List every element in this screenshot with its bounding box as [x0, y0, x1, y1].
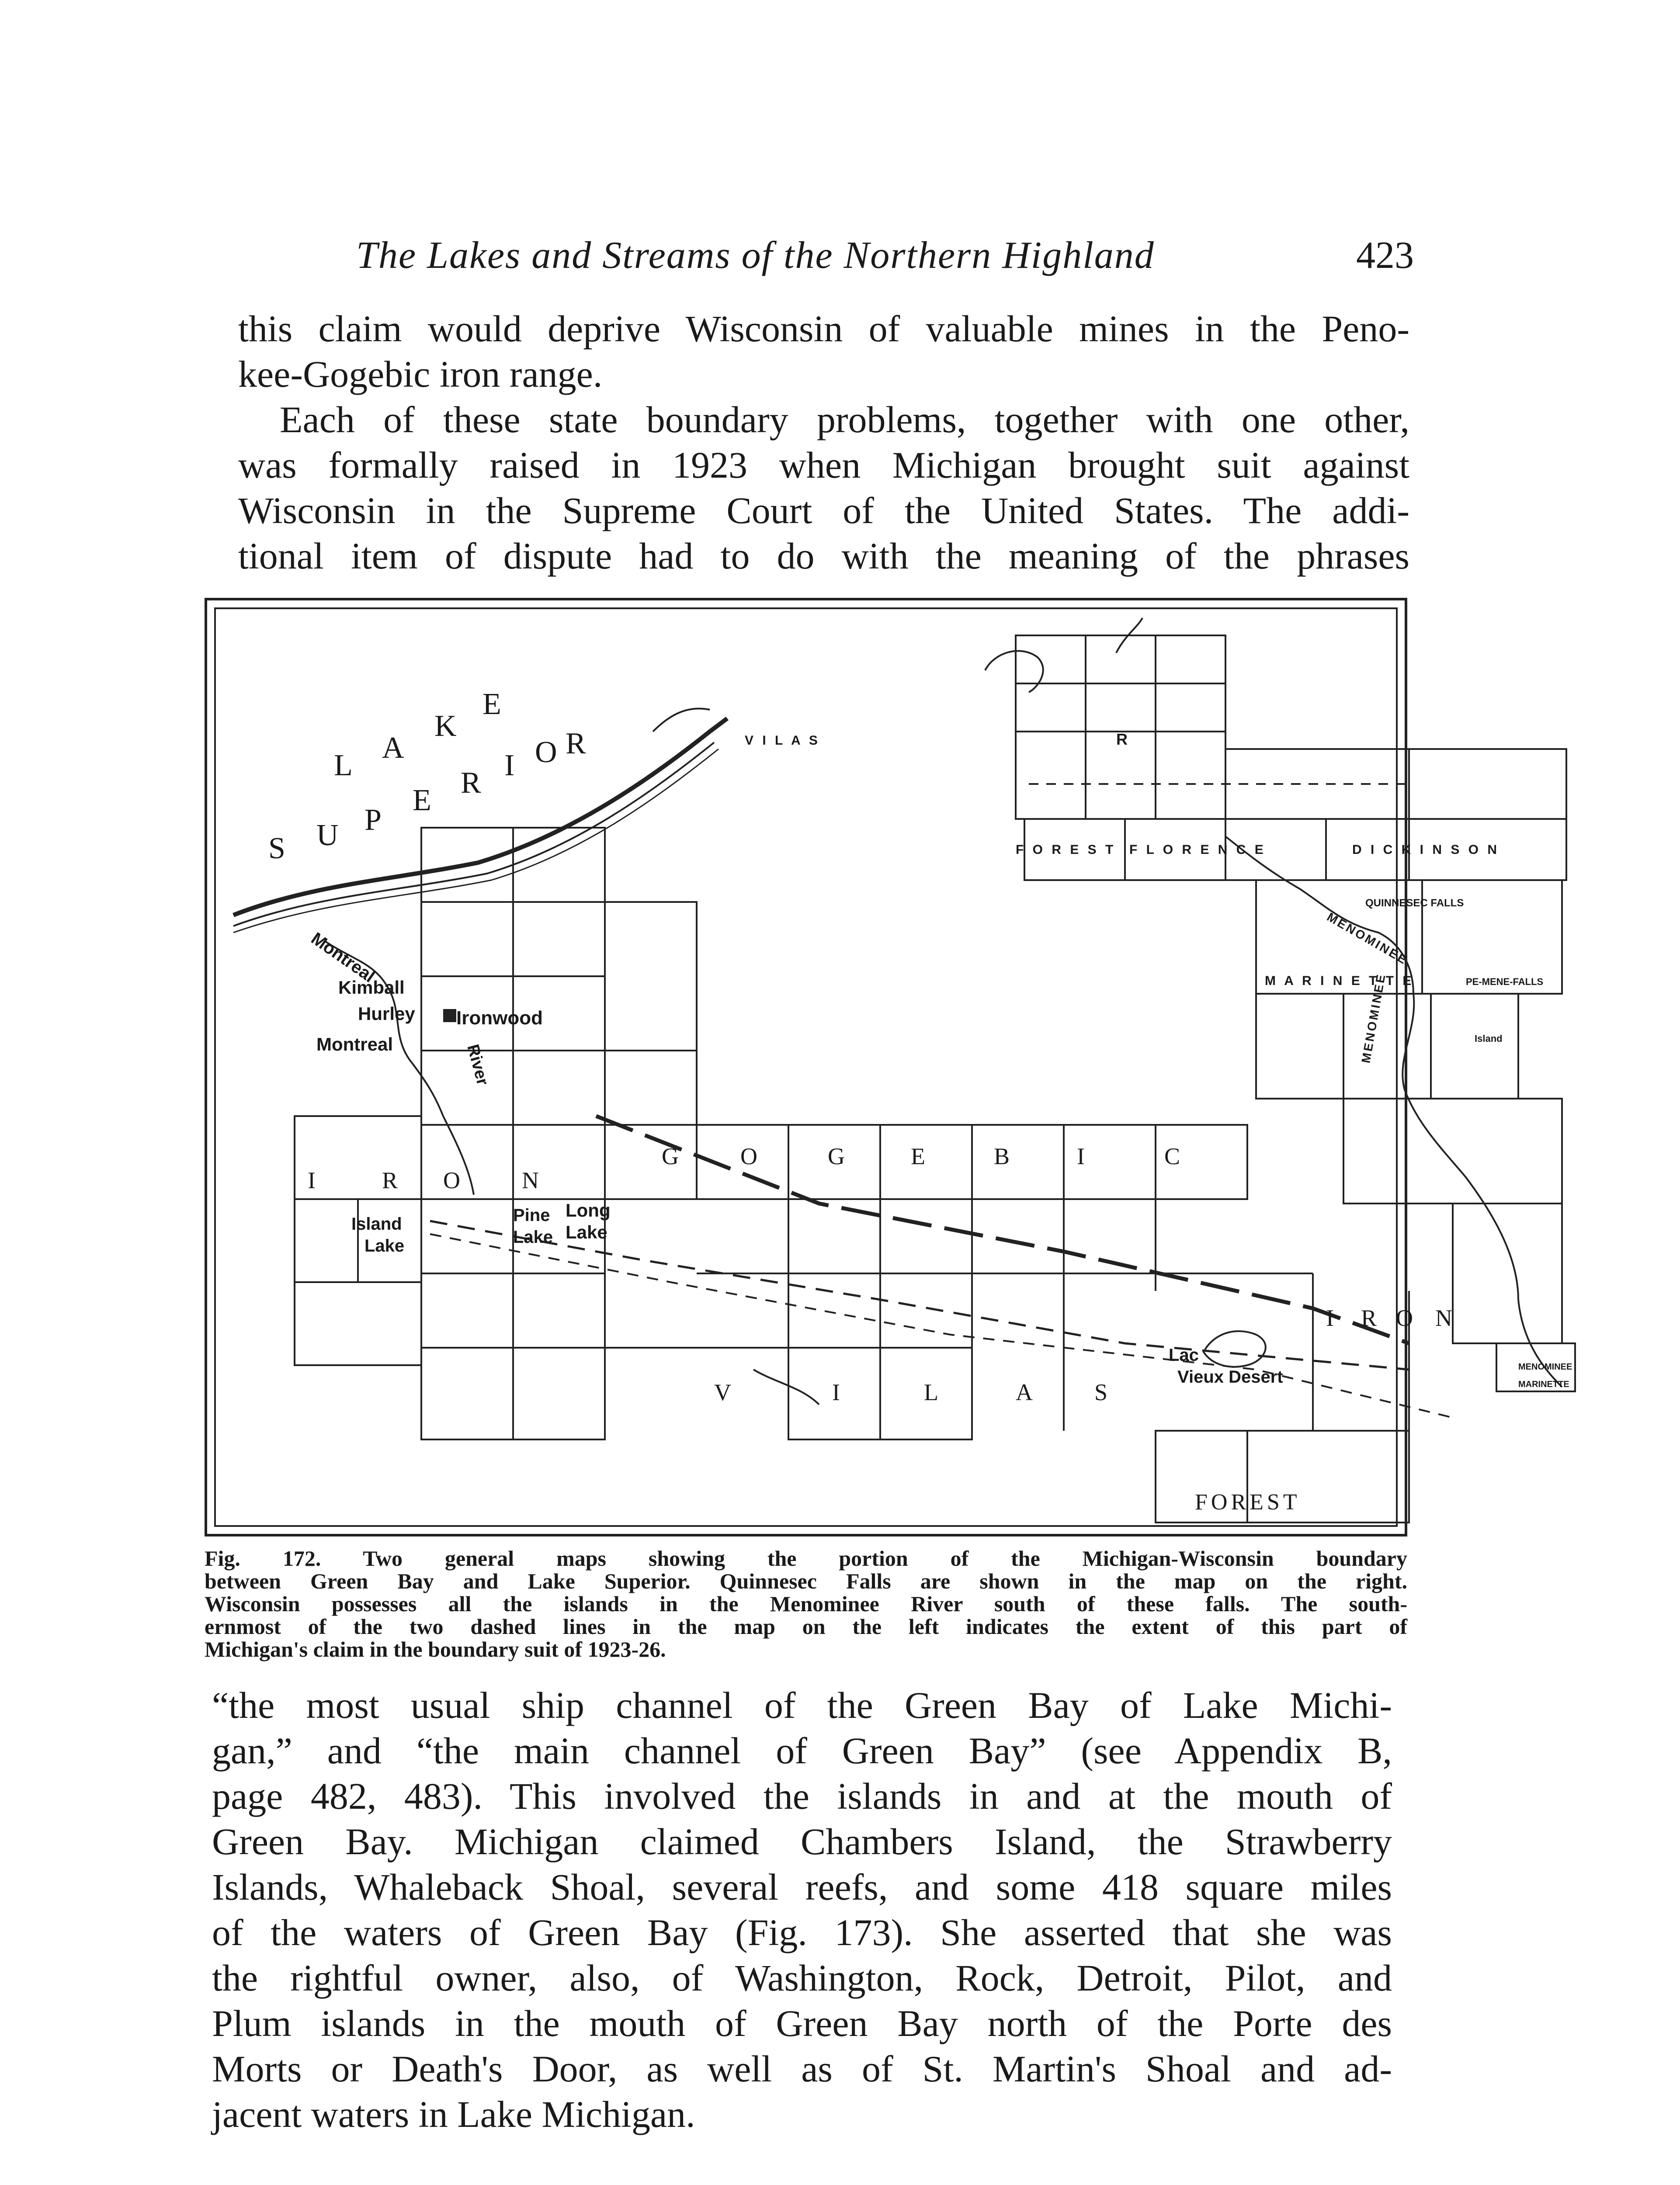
county-letter: I — [1077, 1143, 1085, 1169]
river-label: River — [463, 1042, 492, 1088]
county-letter: O — [443, 1167, 460, 1193]
river-label: Montreal — [307, 929, 378, 986]
county-letter: I — [832, 1379, 840, 1405]
place-label: QUINNESEC FALLS — [1365, 897, 1464, 909]
map-label: S — [268, 832, 285, 865]
county-letter: I — [1326, 1305, 1334, 1331]
caption-line: between Green Bay and Lake Superior. Quinnesec Falls are shown in the map on the right. — [205, 1569, 1407, 1593]
county-label: MENOMINEE — [1359, 972, 1388, 1065]
map-label: R — [461, 766, 481, 800]
place-label: MARINETTE — [1518, 1380, 1569, 1389]
lake-superior-shoreline — [233, 718, 727, 933]
caption-line: Wisconsin possesses all the islands in the Menominee River south of these falls. The south- — [205, 1592, 1407, 1616]
map-label: P — [364, 803, 382, 837]
map-label: E — [482, 687, 501, 721]
text-line: Islands, Whaleback Shoal, several reefs, and some 418 square miles — [212, 1866, 1392, 1908]
county-letter: N — [1435, 1305, 1452, 1331]
caption-line: Fig. 172. Two general maps showing the portion of the Michigan-Wisconsin boundary — [205, 1546, 1407, 1571]
map-label: L — [334, 749, 353, 782]
text-line: this claim would deprive Wisconsin of valuable mines in the Peno- — [238, 308, 1409, 350]
text-line: jacent waters in Lake Michigan. — [212, 2093, 695, 2135]
ironwood-marker — [443, 1009, 456, 1022]
place-label: Vieux Desert — [1177, 1367, 1283, 1387]
county-letter: C — [1164, 1143, 1180, 1169]
map-label: E — [413, 784, 431, 817]
place-label: Lac — [1169, 1346, 1199, 1365]
county-label: M A R I N E T T E — [1265, 974, 1414, 988]
text-line: Morts or Death's Door, as well as of St. Martin's Shoal and ad- — [212, 2048, 1392, 2090]
place-label: Kimball — [338, 977, 405, 998]
map-label: I — [504, 749, 515, 782]
boundary-map — [207, 600, 1572, 1534]
place-label: Island — [351, 1214, 402, 1234]
right-map-labels — [745, 730, 1572, 1389]
text-line: gan,” and “the main channel of Green Bay” (see Appendix B, — [212, 1730, 1392, 1772]
text-line: Wisconsin in the Supreme Court of the United States. The addi- — [238, 489, 1409, 531]
right-map-grid — [1016, 635, 1575, 1391]
county-letter: I — [308, 1167, 316, 1193]
caption-line: Michigan's claim in the boundary suit of 1923-26. — [205, 1637, 666, 1661]
paragraph-top — [238, 306, 1409, 579]
text-line: tional item of dispute had to do with the meaning of the phrases — [238, 535, 1409, 577]
running-head-title: The Lakes and Streams of the Northern Highland — [356, 234, 1155, 277]
text-line: Each of these state boundary problems, together with one other, — [280, 399, 1409, 440]
county-label: F L O R E N C E — [1129, 843, 1266, 857]
place-label: Long — [566, 1200, 611, 1221]
county-label: D I C K I N S O N — [1352, 843, 1500, 857]
map-label: R — [566, 727, 586, 760]
county-letter: R — [1361, 1305, 1377, 1331]
county-label: R — [1116, 730, 1128, 748]
county-letter: S — [1094, 1379, 1108, 1405]
text-line: kee-Gogebic iron range. — [238, 353, 603, 395]
county-letter: A — [1016, 1379, 1033, 1405]
place-label: Montreal — [316, 1034, 393, 1054]
text-line: Green Bay. Michigan claimed Chambers Island, the Strawberry — [212, 1821, 1392, 1862]
boundary-lines — [430, 784, 1453, 1418]
map-label: A — [382, 731, 404, 765]
text-line: the rightful owner, also, of Washington, Rock, Detroit, Pilot, and — [212, 1957, 1392, 1999]
left-map-grid — [295, 828, 1409, 1523]
figure-172 — [205, 598, 1572, 1536]
county-letter: N — [522, 1167, 539, 1193]
map-label: U — [316, 819, 339, 852]
text-line: was formally raised in 1923 when Michigan brought suit against — [238, 444, 1409, 486]
county-letter: R — [382, 1167, 398, 1193]
caption-line: ernmost of the two dashed lines in the map on the left indicates the extent of this part of — [205, 1614, 1407, 1639]
place-label: MENOMINEE — [1518, 1362, 1572, 1372]
paragraph-bottom — [212, 1682, 1392, 2137]
place-label: Lake — [513, 1228, 553, 1247]
text-line: page 482, 483). This involved the islands in and at the mouth of — [212, 1775, 1392, 1817]
county-letter: G — [662, 1143, 679, 1169]
running-head — [356, 232, 1414, 280]
county-letter: O — [740, 1143, 757, 1169]
place-label: PE-MENE-FALLS — [1466, 976, 1544, 987]
map-label: O — [535, 735, 557, 769]
place-label: Island — [1475, 1033, 1503, 1044]
text-line: “the most usual ship channel of the Green Bay of Lake Michi- — [212, 1684, 1392, 1726]
county-letter: L — [924, 1379, 938, 1405]
county-letter: E — [911, 1143, 925, 1169]
county-letter: B — [994, 1143, 1010, 1169]
page-number: 423 — [1356, 234, 1414, 277]
text-line: Plum islands in the mouth of Green Bay north of the Porte des — [212, 2002, 1392, 2044]
text-line: of the waters of Green Bay (Fig. 173). She asserted that she was — [212, 1911, 1392, 1953]
place-label: Pine — [513, 1206, 550, 1225]
county-label: V I L A S — [745, 733, 820, 748]
place-label: Ironwood — [456, 1007, 543, 1029]
place-label: Lake — [566, 1222, 607, 1242]
county-label: F O R E S T — [1016, 843, 1116, 857]
river-label: MENOMINEE — [1325, 910, 1411, 968]
county-label: FOREST — [1195, 1490, 1301, 1515]
county-letter: V — [714, 1379, 731, 1405]
figure-caption — [205, 1547, 1407, 1661]
place-label: Hurley — [358, 1003, 415, 1024]
county-letter: G — [828, 1143, 845, 1169]
county-letter: O — [1396, 1305, 1413, 1331]
map-label: K — [434, 709, 457, 743]
place-label: Lake — [364, 1236, 405, 1256]
